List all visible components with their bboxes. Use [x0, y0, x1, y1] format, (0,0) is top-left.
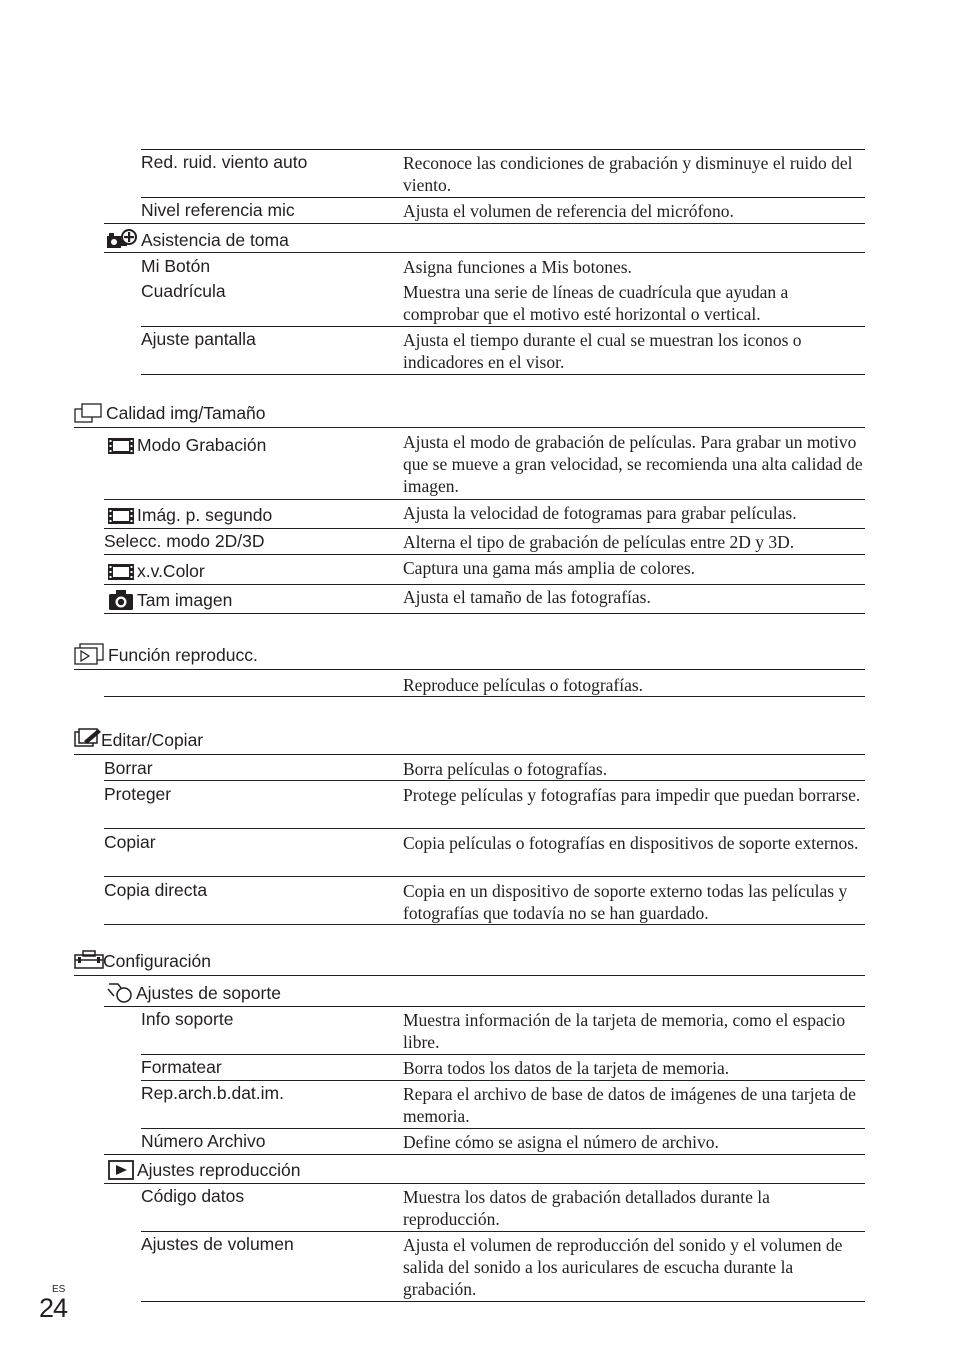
menu-item-description: Ajusta el tamaño de las fotografías.: [403, 587, 651, 607]
media-settings-icon: [106, 982, 136, 1009]
divider: [104, 696, 865, 697]
menu-item-label: Formatear: [141, 1057, 222, 1077]
divider: [104, 1006, 865, 1007]
menu-item-label: Ajustes de volumen: [141, 1234, 294, 1254]
camera-assist-icon: [106, 228, 138, 255]
menu-item-description: Copia películas o fotografías en dispositivos de soporte externos.: [403, 833, 859, 853]
menu-item-label: Código datos: [141, 1186, 245, 1206]
menu-item-label: Info soporte: [141, 1009, 234, 1029]
section-divider: [74, 975, 865, 976]
menu-item-description: Ajusta la velocidad de fotogramas para grabar películas.: [403, 503, 797, 523]
menu-item-description: Asigna funciones a Mis botones.: [403, 257, 632, 277]
section-header: Función reproducc.: [108, 645, 258, 665]
divider: [141, 374, 865, 375]
divider: [104, 780, 865, 781]
menu-item-label: Rep.arch.b.dat.im.: [141, 1083, 284, 1103]
menu-item-label: Nivel referencia mic: [141, 200, 295, 220]
divider: [141, 1231, 865, 1232]
menu-item-description: Ajusta el volumen de reproducción del sonido y el volumen de salida del sonido a los auriculares de escucha durante la grabación.: [403, 1235, 843, 1299]
menu-item-description: Alterna el tipo de grabación de películas entre 2D y 3D.: [403, 532, 795, 552]
camera-icon: [108, 589, 134, 616]
menu-item-label: Ajuste pantalla: [141, 329, 256, 349]
divider: [104, 876, 865, 877]
divider: [104, 554, 865, 555]
divider: [104, 528, 865, 529]
divider: [141, 1080, 865, 1081]
menu-item-label: Cuadrícula: [141, 281, 226, 301]
divider: [141, 1301, 865, 1302]
divider: [104, 252, 865, 253]
section-divider: [74, 427, 865, 428]
divider: [104, 924, 865, 925]
menu-item-description: Ajusta el tiempo durante el cual se muestran los iconos o indicadores en el visor.: [403, 330, 802, 372]
divider: [104, 1183, 865, 1184]
divider: [141, 326, 865, 327]
menu-item-description: Muestra información de la tarjeta de memoria, como el espacio libre.: [403, 1010, 846, 1052]
toolbox-icon: [74, 950, 104, 975]
playback-function-icon: [74, 642, 106, 671]
section-header: Configuración: [103, 951, 211, 971]
divider: [104, 584, 865, 585]
page-number: 24: [39, 1293, 68, 1323]
menu-item-description: Repara el archivo de base de datos de imágenes de una tarjeta de memoria.: [403, 1084, 856, 1126]
menu-item-description: Protege películas y fotografías para impedir que puedan borrarse.: [403, 785, 861, 805]
menu-item-description: Ajusta el volumen de referencia del micrófono.: [403, 201, 734, 221]
divider: [141, 149, 865, 150]
menu-item-description: Muestra los datos de grabación detallados durante la reproducción.: [403, 1187, 770, 1229]
menu-item-label: x.v.Color: [137, 561, 205, 581]
menu-item-label: Proteger: [104, 784, 172, 804]
play-icon: [108, 1160, 134, 1185]
menu-item-label: Borrar: [104, 758, 153, 778]
language-code: ES: [52, 1284, 66, 1295]
submenu-header: Asistencia de toma: [141, 230, 289, 250]
menu-item-label: Número Archivo: [141, 1131, 266, 1151]
menu-item-label: Red. ruid. viento auto: [141, 152, 308, 172]
divider: [104, 613, 865, 614]
menu-item-label: Mi Botón: [141, 256, 211, 276]
submenu-header: Ajustes reproducción: [137, 1160, 301, 1180]
menu-item-description: Reproduce películas o fotografías.: [403, 675, 644, 695]
menu-item-description: Ajusta el modo de grabación de películas. Para grabar un motivo que se mueve a gran velocidad, se recomienda una alta calidad de imagen.: [403, 432, 863, 496]
menu-item-label: Imág. p. segundo: [137, 505, 273, 525]
divider: [141, 1128, 865, 1129]
menu-item-description: Borra películas o fotografías.: [403, 759, 608, 779]
divider: [141, 197, 865, 198]
menu-item-description: Captura una gama más amplia de colores.: [403, 558, 696, 578]
menu-item-description: Reconoce las condiciones de grabación y disminuye el ruido del viento.: [403, 153, 853, 195]
menu-item-description: Define cómo se asigna el número de archivo.: [403, 1132, 719, 1152]
menu-item-description: Borra todos los datos de la tarjeta de memoria.: [403, 1058, 730, 1078]
divider: [104, 828, 865, 829]
image-quality-icon: [74, 402, 104, 429]
menu-item-label: Copiar: [104, 832, 156, 852]
section-header: Calidad img/Tamaño: [106, 403, 266, 423]
movie-icon: [107, 436, 135, 461]
menu-item-description: Copia en un dispositivo de soporte externo todas las películas y fotografías que todavía no se han guardado.: [403, 881, 848, 923]
menu-item-label: Modo Grabación: [137, 435, 267, 455]
section-header: Editar/Copiar: [101, 730, 204, 750]
menu-item-description: Muestra una serie de líneas de cuadrícula que ayudan a comprobar que el motivo esté horizontal o vertical.: [403, 282, 789, 324]
divider: [141, 1054, 865, 1055]
submenu-header: Ajustes de soporte: [136, 983, 281, 1003]
divider: [104, 1154, 865, 1155]
divider: [104, 223, 865, 224]
section-divider: [74, 669, 865, 670]
menu-item-label: Selecc. modo 2D/3D: [104, 531, 265, 551]
section-divider: [74, 754, 865, 755]
menu-item-label: Tam imagen: [137, 590, 233, 610]
menu-item-label: Copia directa: [104, 880, 208, 900]
edit-copy-icon: [74, 727, 102, 754]
divider: [104, 499, 865, 500]
